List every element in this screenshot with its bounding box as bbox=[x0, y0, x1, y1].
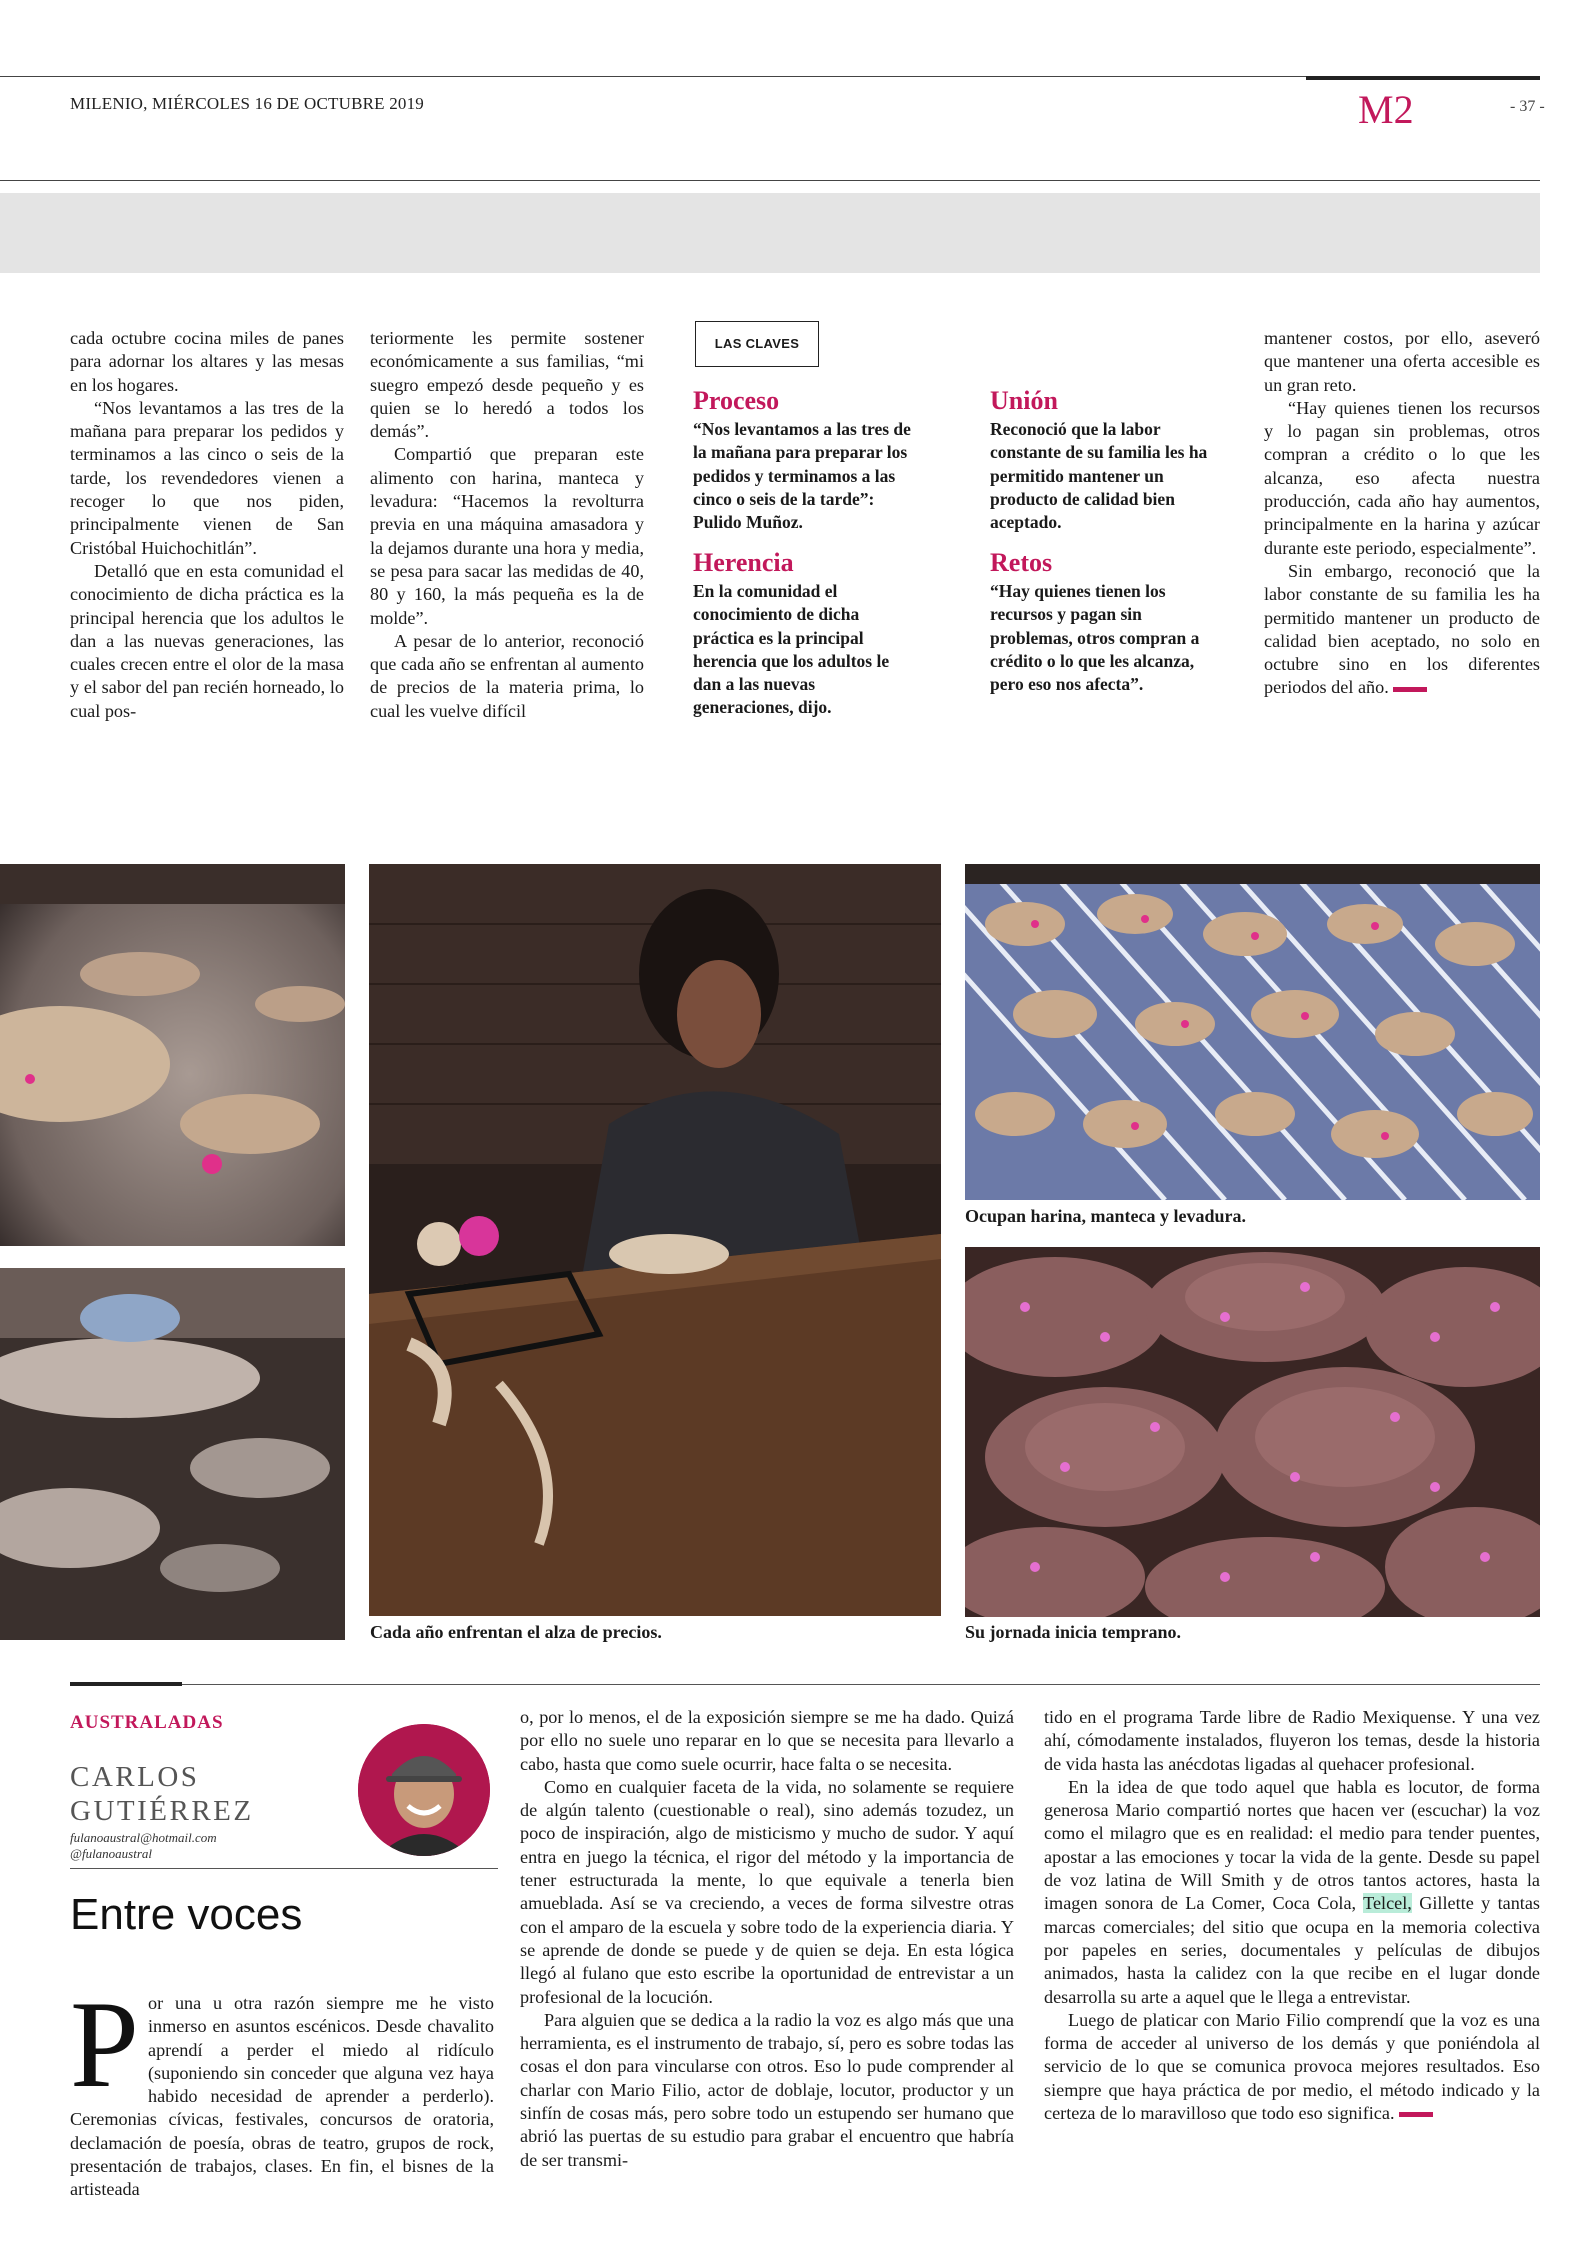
clave-text-herencia: En la comunidad el conocimiento de dicha práctica es la principal herencia que los adultos le dan a las nuevas generaciones, dijo. bbox=[693, 581, 890, 718]
closeup-photo-image bbox=[965, 1247, 1540, 1617]
paragraph: Para alguien que se dedica a la radio la voz es algo más que una herramienta, es el instrumento de trabajo, sí, pero es sobre todas las cosas el don para vincularse con otros. Eso lo pude comprender al charlar con Mario Filio, actor de doblaje, locutor, productor y un sinfín de cosas más, pero sobre todo un estupendo ser humano que abrió las puertas de su estudio para grabar el encuentro que habría de ser transmi- bbox=[520, 2009, 1014, 2170]
dropcap-space bbox=[70, 1976, 148, 2113]
paragraph bbox=[1264, 560, 1540, 700]
clave-title-proceso: Proceso bbox=[693, 386, 780, 415]
column-text-3 bbox=[1044, 1706, 1540, 2125]
paragraph bbox=[1044, 2009, 1540, 2125]
article-col-5 bbox=[1264, 327, 1540, 700]
caption-center: Cada año enfrentan el alza de precios. bbox=[370, 1622, 662, 1642]
bread-photo-image bbox=[0, 864, 345, 1246]
paragraph bbox=[70, 1976, 494, 2202]
dropcap: P bbox=[70, 1976, 139, 2113]
clave-text-retos: “Hay quienes tienen los recursos y pagan sin problemas, otros compran a crédito o lo que les alcanza, pero eso nos afecta”. bbox=[990, 581, 1200, 695]
section-label: M2 bbox=[1358, 87, 1414, 132]
paragraph-text: Gillette y tantas marcas comerciales; del sitio que ocupa en la memoria colectiva por papeles en series, documentales y películas de dibujos animados, hasta la calidez con la que recibe en el lugar donde desarrolla su arte a aquel que le llega a entrevistar. bbox=[1044, 1893, 1540, 2007]
photo-woman-baking bbox=[369, 864, 941, 1616]
author-contact bbox=[70, 1830, 217, 1862]
author-email: fulanoaustral@hotmail.com bbox=[70, 1830, 217, 1845]
end-mark bbox=[1399, 2112, 1433, 2117]
paragraph: “Nos levantamos a las tres de la mañana para preparar los pedidos y terminamos a las cinco o seis de la tarde, los revendedores vienen a recoger lo que nos piden, principalmente vienen de San Cristóbal Huichochitlán”. bbox=[70, 397, 344, 558]
author-name bbox=[70, 1760, 254, 1828]
author-handle: @fulanoaustral bbox=[70, 1846, 153, 1861]
photo-bread-left-top bbox=[0, 864, 345, 1246]
highlighted-word: Telcel, bbox=[1363, 1893, 1412, 1914]
author-last-name: GUTIÉRREZ bbox=[70, 1795, 254, 1827]
paragraph: tido en el programa Tarde libre de Radio Mexiquense. Y una vez ahí, cómodamente instalados, fluyeron los temas, desde la historia de vida hasta las anécdotas ligadas al quehacer profesional. bbox=[1044, 1707, 1540, 1774]
photo-breads-tray bbox=[965, 864, 1540, 1200]
article-col-1 bbox=[70, 327, 344, 723]
column-accent-rule bbox=[70, 1682, 182, 1686]
paragraph: cada octubre cocina miles de panes para adornar los altares y las mesas en los hogares. bbox=[70, 328, 344, 395]
gray-band bbox=[0, 193, 1540, 273]
section-bar bbox=[1306, 76, 1540, 80]
photo-bread-left-bottom bbox=[0, 1268, 345, 1640]
clave-title-retos: Retos bbox=[990, 548, 1053, 577]
clave-text-union: Reconoció que la labor constante de su familia les ha permitido mantener un producto de calidad bien aceptado. bbox=[990, 419, 1208, 533]
column-text-2 bbox=[520, 1706, 1014, 2172]
avatar bbox=[358, 1724, 490, 1856]
paragraph: Detalló que en esta comunidad el conocimiento de dicha práctica es la principal herencia que los adultos le dan a las nuevas generaciones, las cuales crecen entre el olor de la masa y el sabor del pan recién horneado, lo cual pos- bbox=[70, 560, 344, 721]
author-portrait bbox=[358, 1724, 490, 1856]
paragraph: teriormente les permite sostener económicamente a sus familias, “mi suegro empezó desde pequeño y es quien se lo heredó a todos los demás”. bbox=[370, 328, 644, 442]
paragraph-text: Sin embargo, reconoció que la labor constante de su familia les ha permitido mantener un producto de calidad bien aceptado, no solo en octubre sino en los diferentes periodos del año. bbox=[1264, 560, 1540, 698]
column-text-1 bbox=[70, 1976, 494, 2202]
bread-photo-image bbox=[0, 1268, 345, 1640]
photo-breads-closeup bbox=[965, 1247, 1540, 1617]
title-rule bbox=[70, 1868, 498, 1869]
tray-photo-image bbox=[965, 864, 1540, 1200]
paragraph-text: Luego de platicar con Mario Filio comprendí que la voz es una forma de acceder al universo de los demás y que poniéndola al servicio de lo que se comunica provoca mejores resultados. Eso siempre que haya práctica de por medio, el método indicado y la certeza de lo maravilloso que todo eso significa. bbox=[1044, 2009, 1540, 2124]
paragraph-text: En la idea de que todo aquel que habla es locutor, de forma generosa Mario compartió nortes que hacen ver (escuchar) la voz como el milagro que es en realidad: el medio para tender puentes, apostar a las emociones y tocar la vida de la gente. Desde su papel de voz latina de Will Smith y de otros tantos actores, hasta la imagen sonora de La Comer, Coca Cola, bbox=[1044, 1776, 1540, 1914]
paragraph: “Hay quienes tienen los recursos y lo pagan sin problemas, otros compran a crédito o lo que les alcanza, eso afecta nuestra producción, cada año hay aumentos, principalmente en la harina y azúcar durante este periodo, especialmente”. bbox=[1264, 397, 1540, 558]
paragraph: A pesar de lo anterior, reconoció que cada año se enfrentan al aumento de precios de la materia prima, lo cual les vuelve difícil bbox=[370, 630, 644, 721]
column-top-rule bbox=[70, 1684, 1540, 1685]
clave-text-proceso: “Nos levantamos a las tres de la mañana para preparar los pedidos y terminamos a las cinco o seis de la tarde”: Pulido Muñoz. bbox=[693, 419, 911, 533]
clave-title-herencia: Herencia bbox=[693, 548, 794, 577]
claves-label: LAS CLAVES bbox=[695, 321, 819, 367]
page-number: - 37 - bbox=[1510, 98, 1545, 115]
caption-right-top: Ocupan harina, manteca y levadura. bbox=[965, 1206, 1247, 1226]
dateline: MILENIO, MIÉRCOLES 16 DE OCTUBRE 2019 bbox=[70, 94, 424, 113]
paragraph: Compartió que preparan este alimento con harina, manteca y levadura: “Hacemos la revolturra previa en una máquina amasadora y la dejamos durante una hora y media, se pesa para sacar las medidas de 40, 80 y 160, la más pequeña es la de molde”. bbox=[370, 444, 644, 628]
end-mark bbox=[1393, 687, 1427, 692]
paragraph: mantener costos, por ello, aseveró que mantener una oferta accesible es un gran reto. bbox=[1264, 328, 1540, 395]
paragraph-text: or una u otra razón siempre me he visto inmerso en asuntos escénicos. Desde chavalito aprendí a perder el miedo al ridículo (suponiendo sin conceder que alguna vez haya habido necesidad de aprender a perderlo). Ceremonias cívicas, festivales, concursos de oratoria, declamación de poesía, obras de teatro, grupos de rock, presentación de trabajos, clases. En fin, el bisnes de la artisteada bbox=[70, 1993, 494, 2200]
header-bottom-rule bbox=[0, 180, 1540, 181]
author-first-name: CARLOS bbox=[70, 1761, 200, 1793]
caption-right-bottom: Su jornada inicia temprano. bbox=[965, 1622, 1182, 1642]
article-col-2 bbox=[370, 327, 644, 723]
paragraph: Como en cualquier faceta de la vida, no solamente se requiere de algún talento (cuestionable o real), sino además tozudez, un poco de inspiración, algo de misticismo y mucho de sudor. Y aquí entra en juego la técnica, el rigor del método y la importancia de tener estructurada la mente, lo que equivale a tenerla bien amueblada. Así se va creciendo, a veces de forma silvestre otras con el amparo de la escuela y sobre todo de la experiencia diaria. Y se aprende de donde se puede y de quien se deja. En esta lógica llegó al fulano que esto escribe la oportunidad de entrevistar a un profesional de la locución. bbox=[520, 1776, 1014, 2007]
baker-photo-image bbox=[369, 864, 941, 1616]
paragraph bbox=[1044, 1776, 1540, 2009]
column-title: Entre voces bbox=[70, 1890, 303, 1939]
paragraph: o, por lo menos, el de la exposición siempre se me ha dado. Quizá por ello no suele uno reparar en lo que se necesita para llevarlo a cabo, hasta que como suele ocurrir, hace falta o se necesita. bbox=[520, 1707, 1014, 1774]
column-label: AUSTRALADAS bbox=[70, 1712, 224, 1733]
clave-title-union: Unión bbox=[990, 386, 1058, 415]
